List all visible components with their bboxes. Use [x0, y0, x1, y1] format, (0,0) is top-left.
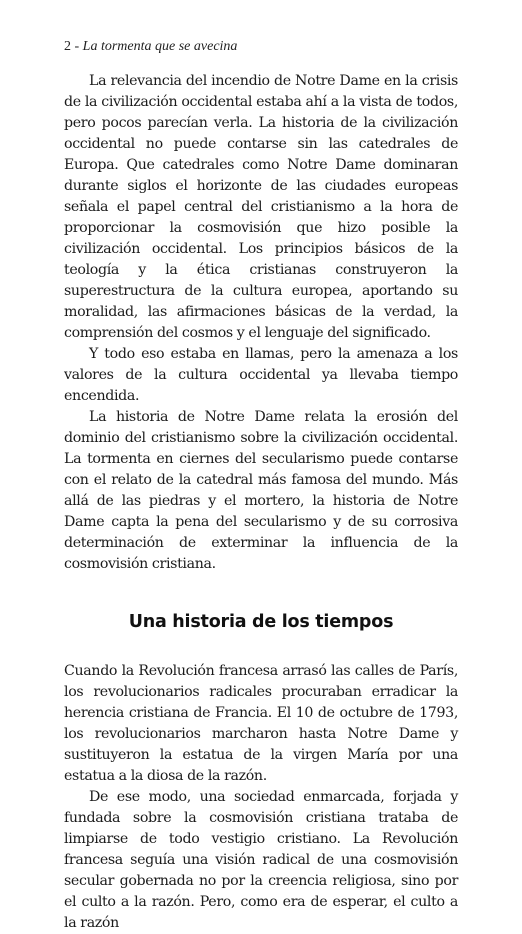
- page-number: 2: [64, 39, 71, 54]
- running-header: [64, 39, 237, 55]
- page-body: [64, 71, 458, 934]
- paragraph: La relevancia del incendio de Notre Dame en la crisis de la civilización occidental estaba ahí a la vista de todos, pero pocos parecían verla. La historia de la civilización occidental no puede contarse sin las catedrales de Europa. Que catedrales como Notre Dame dominaran durante siglos el horizonte de las ciudades europeas señala el papel central del cristianismo a la hora de proporcionar la cosmovisión que hizo posible la civilización occidental. Los principios básicos de la teología y la ética cristianas construyeron la superestructura de la cultura europea, aportando su moralidad, las afirmaciones básicas de la verdad, la comprensión del cosmos y el lenguaje del significado.: [64, 73, 458, 341]
- paragraph: La historia de Notre Dame relata la erosión del dominio del cristianismo sobre la civilización occidental. La tormenta en ciernes del secularismo puede contarse con el relato de la catedral más famosa del mundo. Más allá de las piedras y el mortero, la historia de Notre Dame capta la pena del secularismo y de su corrosiva determinación de exterminar la influencia de la cosmovisión cristiana.: [64, 409, 458, 572]
- paragraph: De ese modo, una sociedad enmarcada, forjada y fundada sobre la cosmovisión cristiana trataba de limpiarse de todo vestigio cristiano. La Revolución francesa seguía una visión radical de una cosmovisión secular gobernada no por la creencia religiosa, sino por el culto a la razón. Pero, como era de esperar, el culto a la razón: [64, 789, 458, 931]
- paragraph: Cuando la Revolución francesa arrasó las calles de París, los revolucionarios radicales procuraban erradicar la herencia cristiana de Francia. El 10 de octubre de 1793, los revolucionarios marcharon hasta Notre Dame y sustituyeron la estatua de la virgen María por una estatua a la diosa de la razón.: [64, 663, 458, 784]
- paragraph: Y todo eso estaba en llamas, pero la amenaza a los valores de la cultura occidental ya llevaba tiempo encendida.: [64, 346, 458, 404]
- section-heading: Una historia de los tiempos: [128, 612, 394, 632]
- book-title: La tormenta que se avecina: [82, 39, 238, 54]
- header-separator: -: [71, 39, 83, 54]
